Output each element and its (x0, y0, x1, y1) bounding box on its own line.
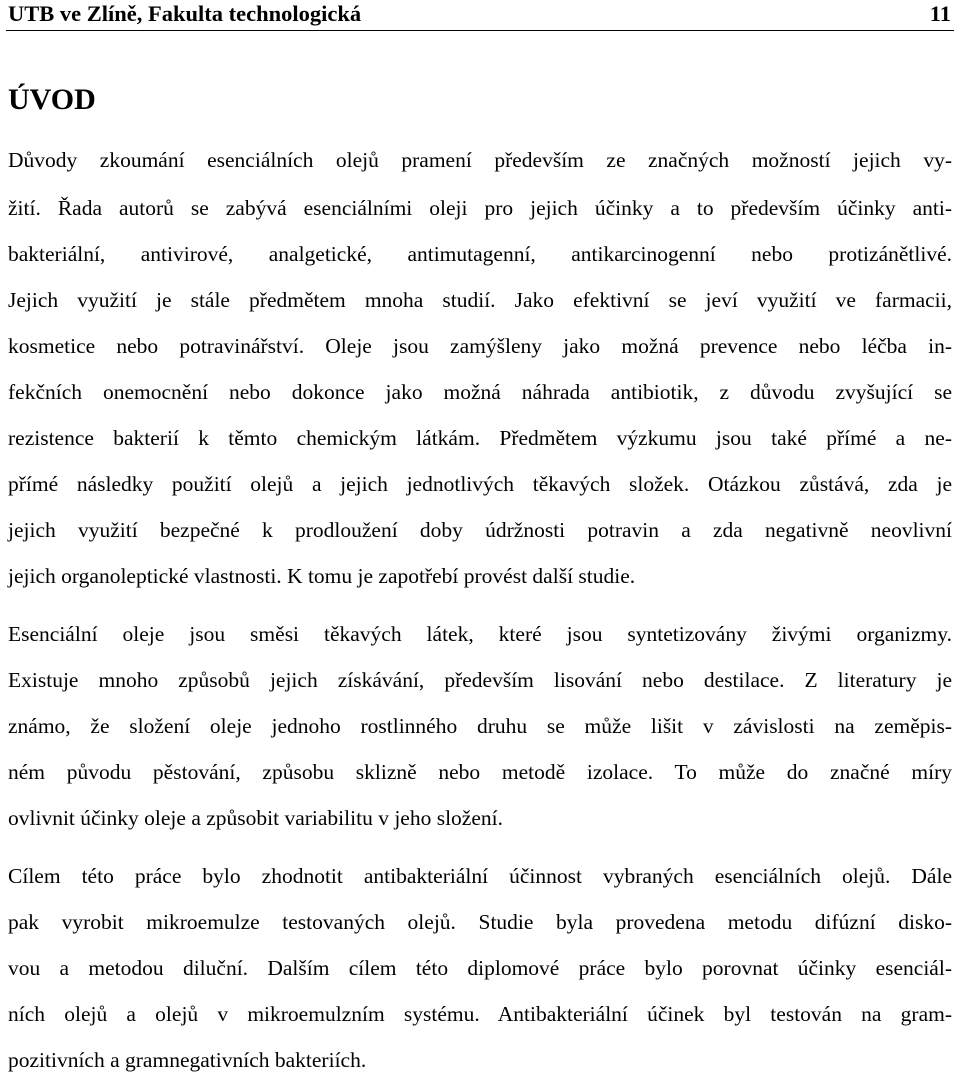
text-line: ních olejů a olejů v mikroemulzním systému. Antibakteriální účinek byl testován na gram- (8, 1002, 952, 1026)
text-line: ném původu pěstování, způsobu sklizně nebo metodě izolace. To může do značné míry (8, 760, 952, 784)
text-line: fekčních onemocnění nebo dokonce jako možná náhrada antibiotik, z důvodu zvyšující se (8, 380, 952, 404)
text-line: jejich využití bezpečné k prodloužení doby údržnosti potravin a zda negativně neovlivní (8, 518, 952, 542)
text-line: pozitivních a gramnegativních bakteriích. (8, 1048, 367, 1072)
text-line: Existuje mnoho způsobů jejich získávání, především lisování nebo destilace. Z literatury je (8, 668, 952, 692)
page-header (6, 0, 954, 31)
text-line: kosmetice nebo potravinářství. Oleje jsou zamýšleny jako možná prevence nebo léčba in- (8, 334, 952, 358)
text-line: žití. Řada autorů se zabývá esenciálními oleji pro jejich účinky a to především účinky anti- (8, 196, 952, 220)
header-title: UTB ve Zlíně, Fakulta technologická (8, 1, 362, 26)
text-line: Jejich využití je stále předmětem mnoha studií. Jako efektivní se jeví využití ve farmacii, (8, 288, 952, 312)
text-line: pak vyrobit mikroemulze testovaných olejů. Studie byla provedena metodu difúzní disko- (8, 910, 952, 934)
text-line: Esenciální oleje jsou směsi těkavých látek, které jsou syntetizovány živými organizmy. (8, 622, 952, 646)
text-line: Důvody zkoumání esenciálních olejů pramení především ze značných možností jejich vy- (8, 148, 952, 172)
text-line: rezistence bakterií k těmto chemickým látkám. Předmětem výzkumu jsou také přímé a ne- (8, 426, 952, 450)
chapter-title: ÚVOD (8, 83, 96, 116)
page-number: 11 (929, 1, 951, 26)
text-line: vou a metodou diluční. Dalším cílem této diplomové práce bylo porovnat účinky esenciál- (8, 956, 952, 980)
text-line: jejich organoleptické vlastnosti. K tomu je zapotřebí provést další studie. (8, 564, 636, 588)
text-line: Cílem této práce bylo zhodnotit antibakteriální účinnost vybraných esenciálních olejů. Dále (8, 864, 952, 888)
text-line: přímé následky použití olejů a jejich jednotlivých těkavých složek. Otázkou zůstává, zda je (8, 472, 952, 496)
text-line: bakteriální, antivirové, analgetické, antimutagenní, antikarcinogenní nebo protizánětlivé. (8, 242, 952, 266)
text-line: ovlivnit účinky oleje a způsobit variabilitu v jeho složení. (8, 806, 503, 830)
text-line: známo, že složení oleje jednoho rostlinného druhu se může lišit v závislosti na zeměpis- (8, 714, 952, 738)
